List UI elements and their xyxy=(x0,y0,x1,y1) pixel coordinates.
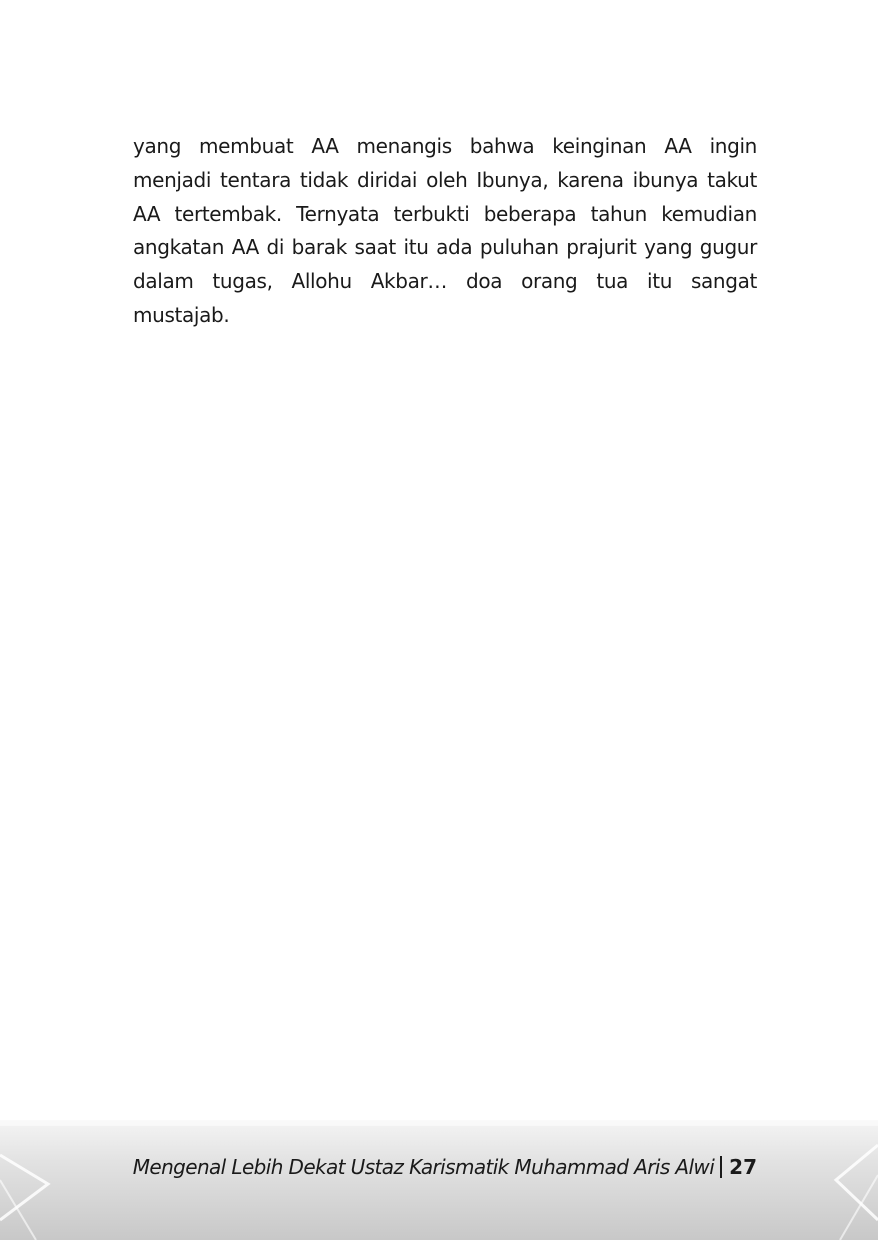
paragraph-line: yang membuat AA menangis bahwa keinginan AA ingin xyxy=(133,134,757,158)
paragraph-line: angkatan AA di barak saat itu ada puluhan prajurit yang gugur xyxy=(133,235,757,260)
paragraph-line: mustajab. xyxy=(133,302,230,327)
page-number: 27 xyxy=(729,1155,757,1179)
body-paragraph xyxy=(133,130,757,333)
book-title: Mengenal Lebih Dekat Ustaz Karismatik Muhammad Aris Alwi xyxy=(132,1155,715,1179)
running-footer xyxy=(133,1152,757,1182)
paragraph-line: AA tertembak. Ternyata terbukti beberapa tahun kemudian xyxy=(133,201,757,226)
paragraph-line: dalam tugas, Allohu Akbar… doa orang tua itu sangat xyxy=(133,269,757,294)
footer-separator xyxy=(720,1156,722,1178)
paragraph-line: menjadi tentara tidak diridai oleh Ibunya, karena ibunya takut xyxy=(133,167,757,192)
